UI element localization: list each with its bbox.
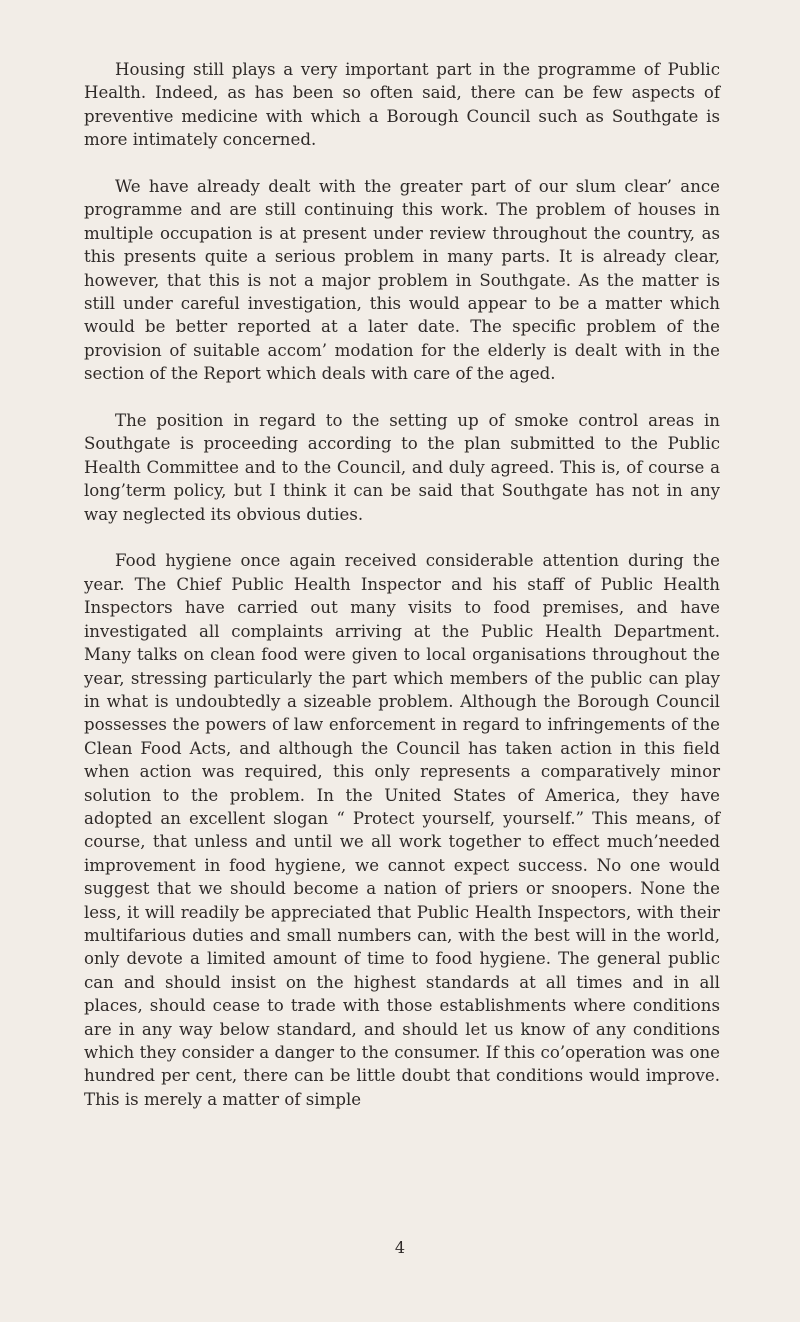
paragraph-smoke-control: The position in regard to the setting up of smoke control areas in Southgate is proceeding according to the plan submitted to the Public Health Committee and to the Council, and duly agreed. This is, of course a long’term policy, but I think it can be said that Southgate has not in any way neglected its obvious duties. xyxy=(84,411,720,524)
page-number: 4 xyxy=(394,1238,406,1257)
body-text xyxy=(84,58,720,1135)
paragraph-housing: Housing still plays a very important part in the programme of Public Health. Indeed, as has been so often said, there can be few aspects of preventive medicine with which a Borough Council such as Southgate is more intimately concerned. xyxy=(84,60,720,150)
paragraph-food-hygiene: Food hygiene once again received considerable attention during the year. The Chief Public Health Inspector and his staff of Public Health Inspectors have carried out many visits to food premises, and have investigated all complaints arriving at the Public Health Department. Many talks on clean food were given to local organisations throughout the year, stressing particularly the part which members of the public can play in what is undoubtedly a sizeable problem. Although the Borough Council possesses the powers of law enforcement in regard to infringements of the Clean Food Acts, and although the Council has taken action in this field when action was required, this only represents a comparatively minor solution to the problem. In the United States of America, they have adopted an excellent slogan “ Protect yourself, yourself.” This means, of course, that unless and until we all work together to effect much’needed improvement in food hygiene, we cannot expect success. No one would suggest that we should become a nation of priers or snoopers. None the less, it will readily be appreciated that Public Health Inspectors, with their multifarious duties and small numbers can, with the best will in the world, only devote a limited amount of time to food hygiene. The general public can and should insist on the highest standards at all times and in all places, should cease to trade with those establishments where conditions are in any way below standard, and should let us know of any conditions which they consider a danger to the consumer. If this co’operation was one hundred per cent, there can be little doubt that conditions would improve. This is merely a matter of simple xyxy=(84,551,720,1109)
paragraph-slum-clearance: We have already dealt with the greater part of our slum clear’ ance programme and are still continuing this work. The problem of houses in multiple occupation is at present under review throughout the country, as this presents quite a serious problem in many parts. It is already clear, however, that this is not a major problem in Southgate. As the matter is still under careful investigation, this would appear to be a matter which would be better reported at a later date. The specific problem of the provision of suitable accom’ modation for the elderly is dealt with in the section of the Report which deals with care of the aged. xyxy=(84,177,720,384)
